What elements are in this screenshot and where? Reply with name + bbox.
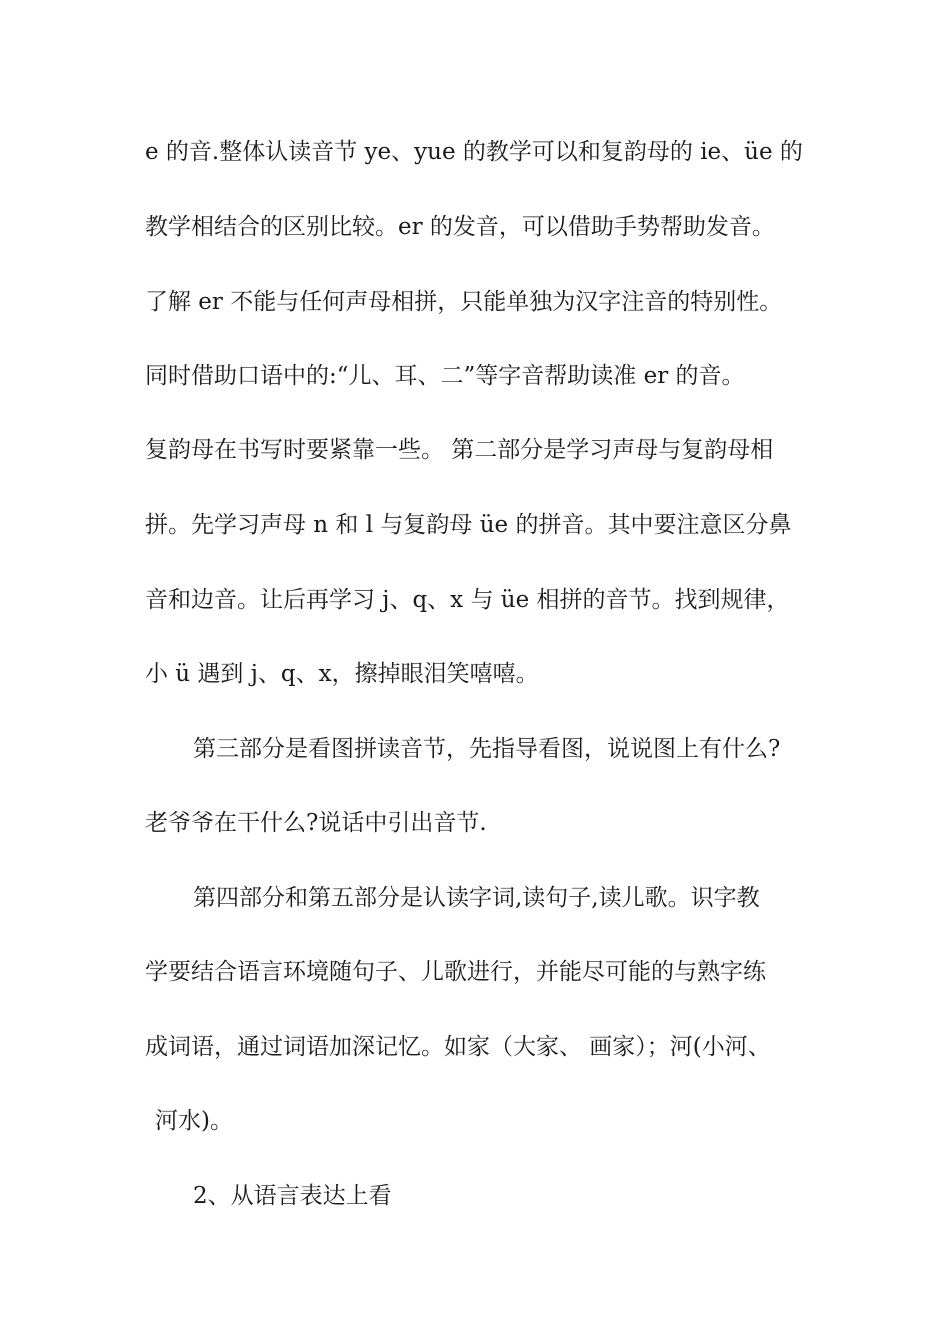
paragraph-3-line-2: 老爷爷在干什么?说话中引出音节. <box>145 810 487 836</box>
paragraph-4-line-1: 第四部分和第五部分是认读字词,读句子,读儿歌。识字教 <box>193 885 760 911</box>
paragraph-3-line-1: 第三部分是看图拼读音节，先指导看图，说说图上有什么? <box>193 736 781 762</box>
paragraph-4-line-2: 学要结合语言环境随句子、儿歌进行，并能尽可能的与熟字练 <box>145 959 766 985</box>
text-line-7: 音和边音。让后再学习 j、q、x 与 üe 相拼的音节。找到规律， <box>145 587 790 613</box>
text-line-1: e 的音.整体认读音节 ye、yue 的教学可以和复韵母的 ie、üe 的 <box>145 139 803 165</box>
text-line-5: 复韵母在书写时要紧靠一些。 第二部分是学习声母与复韵母相 <box>145 437 774 463</box>
text-line-8: 小 ü 遇到 j、q、x，擦掉眼泪笑嘻嘻。 <box>145 661 539 687</box>
paragraph-4-line-3: 成词语，通过词语加深记忆。如家（大家、 画家）；河(小河、 <box>145 1034 771 1060</box>
text-line-6: 拼。先学习声母 n 和 l 与复韵母 üe 的拼音。其中要注意区分鼻 <box>145 512 792 538</box>
text-line-2: 教学相结合的区别比较。er 的发音，可以借助手势帮助发音。 <box>145 214 775 240</box>
section-heading: 2、从语言表达上看 <box>193 1183 392 1209</box>
text-line-4: 同时借助口语中的:“儿、耳、二”等字音帮助读准 er 的音。 <box>145 363 745 389</box>
paragraph-4-line-4: 河水)。 <box>155 1108 233 1134</box>
text-line-3: 了解 er 不能与任何声母相拼，只能单独为汉字注音的特别性。 <box>145 289 783 315</box>
